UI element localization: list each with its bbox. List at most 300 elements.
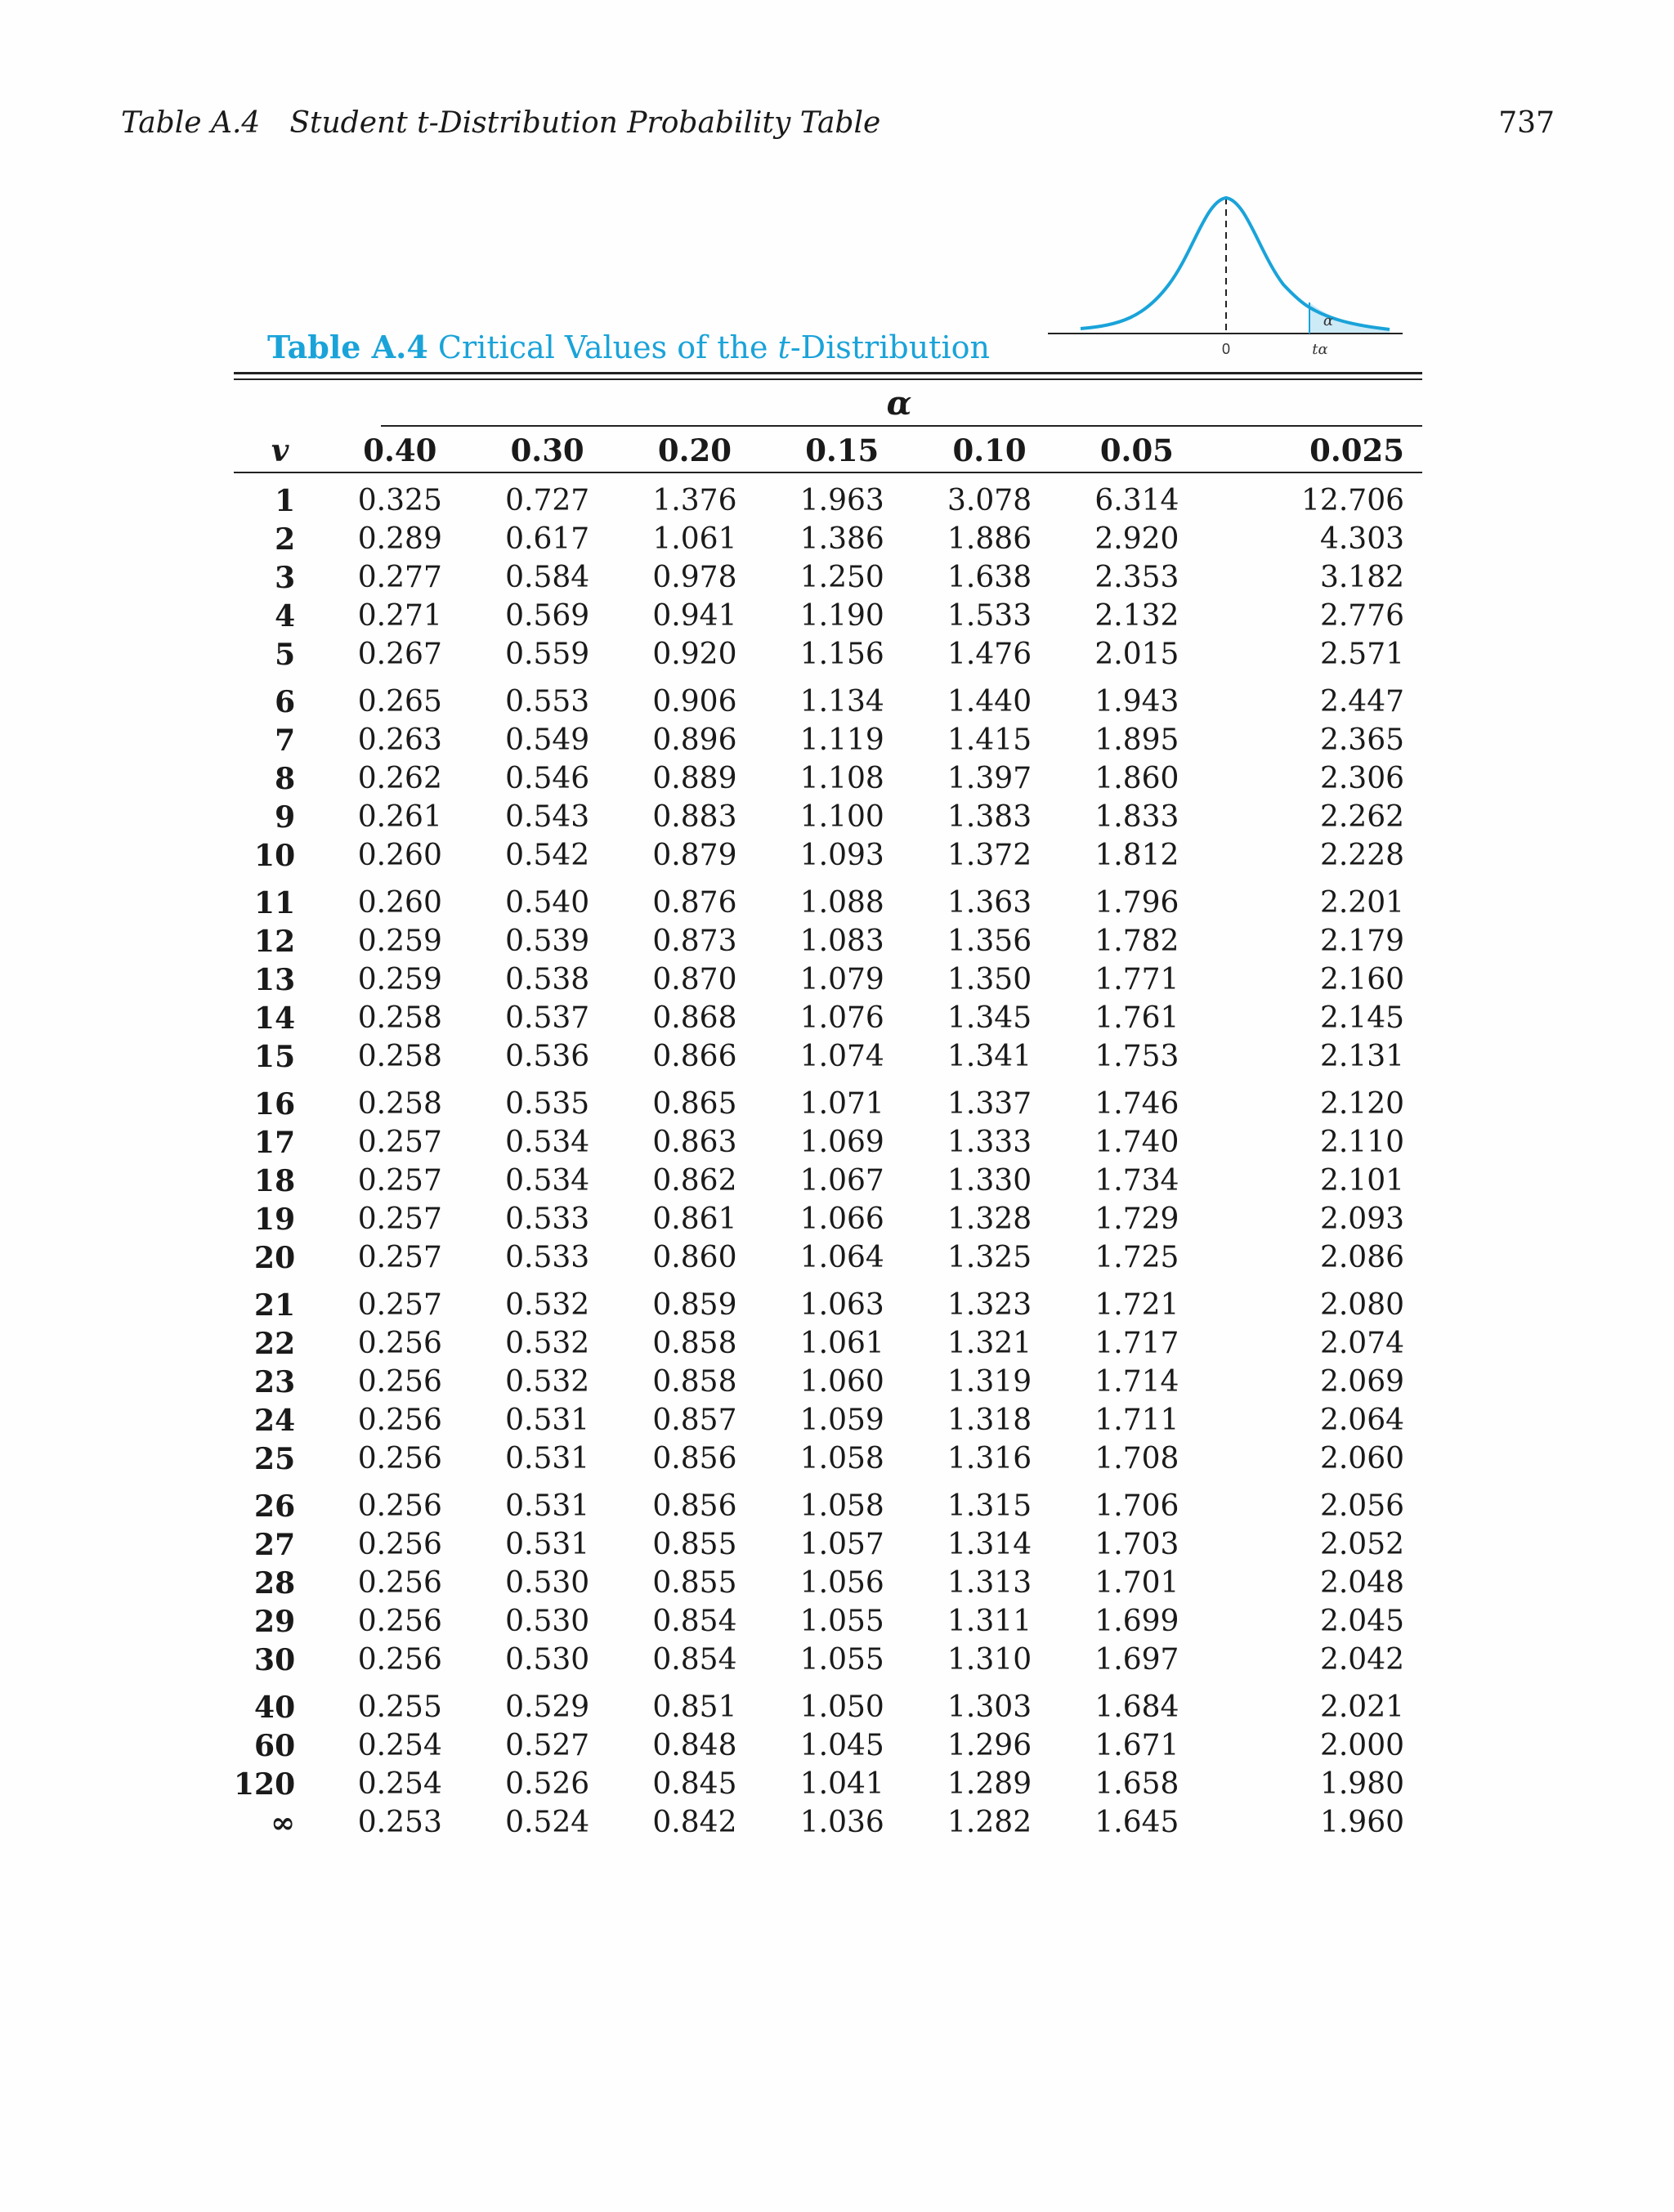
running-head-subtitle: Student t-Distribution Probability Table (289, 106, 881, 140)
running-head (121, 106, 1555, 155)
table-row (234, 1238, 1422, 1277)
critical-value-cell: 0.856 (652, 1489, 737, 1523)
critical-value-cell: 0.865 (652, 1087, 737, 1121)
critical-value-cell: 1.067 (799, 1164, 884, 1198)
critical-value-cell: 1.061 (652, 522, 737, 556)
critical-value-cell: 1.330 (947, 1164, 1032, 1198)
degrees-of-freedom-cell: 13 (254, 962, 296, 997)
critical-value-cell: 0.727 (505, 484, 590, 517)
critical-value-cell: 1.708 (1094, 1442, 1179, 1475)
alpha-col-header: 0.025 (1309, 432, 1404, 468)
running-head-title (121, 106, 880, 140)
table-row (234, 1401, 1422, 1440)
critical-value-cell: 1.250 (799, 561, 884, 594)
critical-value-cell: 0.259 (357, 925, 442, 958)
critical-value-cell: 0.584 (505, 561, 590, 594)
critical-value-cell: 2.021 (1319, 1690, 1404, 1724)
critical-value-cell: 1.100 (799, 800, 884, 834)
critical-value-cell: 0.978 (652, 561, 737, 594)
critical-value-cell: 1.356 (947, 925, 1032, 958)
critical-value-cell: 0.530 (505, 1643, 590, 1677)
critical-value-cell: 0.533 (505, 1241, 590, 1274)
table-row (234, 1363, 1422, 1401)
critical-value-cell: 4.303 (1319, 522, 1404, 556)
critical-value-cell: 0.863 (652, 1126, 737, 1159)
t-alpha-label: tα (1312, 341, 1328, 358)
critical-value-cell: 0.536 (505, 1040, 590, 1073)
critical-value-cell: 2.064 (1319, 1404, 1404, 1437)
critical-value-cell: 1.638 (947, 561, 1032, 594)
degrees-of-freedom-cell: 26 (254, 1489, 296, 1524)
critical-value-cell: 1.325 (947, 1241, 1032, 1274)
table-row (234, 1123, 1422, 1162)
degrees-of-freedom-cell: 40 (254, 1690, 296, 1725)
critical-value-cell: 1.345 (947, 1001, 1032, 1035)
critical-value-cell: 2.101 (1319, 1164, 1404, 1198)
critical-value-cell: 1.076 (799, 1001, 884, 1035)
critical-value-cell: 1.056 (799, 1566, 884, 1600)
table-row (234, 1679, 1422, 1726)
critical-value-cell: 0.845 (652, 1767, 737, 1801)
critical-value-cell: 0.854 (652, 1605, 737, 1638)
critical-value-cell: 1.316 (947, 1442, 1032, 1475)
critical-value-cell: 0.271 (357, 599, 442, 633)
critical-value-cell: 0.256 (357, 1404, 442, 1437)
critical-value-cell: 0.532 (505, 1288, 590, 1322)
critical-value-cell: 0.858 (652, 1365, 737, 1399)
critical-value-cell: 1.699 (1094, 1605, 1179, 1638)
critical-value-cell: 1.533 (947, 599, 1032, 633)
table-row (234, 875, 1422, 922)
critical-value-cell: 1.350 (947, 963, 1032, 996)
critical-value-cell: 0.533 (505, 1202, 590, 1236)
degrees-of-freedom-cell: 6 (275, 684, 296, 719)
table-row (234, 1564, 1422, 1602)
degrees-of-freedom-cell: 2 (275, 522, 296, 557)
critical-value-cell: 3.182 (1319, 561, 1404, 594)
critical-value-cell: 1.658 (1094, 1767, 1179, 1801)
critical-value-cell: 0.530 (505, 1605, 590, 1638)
critical-value-cell: 0.858 (652, 1327, 737, 1360)
critical-value-cell: 6.314 (1094, 484, 1179, 517)
critical-value-cell: 0.265 (357, 685, 442, 719)
table-caption (267, 329, 990, 365)
critical-value-cell: 1.706 (1094, 1489, 1179, 1523)
critical-value-cell: 1.061 (799, 1327, 884, 1360)
degrees-of-freedom-cell: 12 (254, 924, 296, 959)
critical-value-cell: 0.256 (357, 1566, 442, 1600)
critical-value-cell: 0.860 (652, 1241, 737, 1274)
critical-value-cell: 0.257 (357, 1202, 442, 1236)
critical-value-cell: 0.261 (357, 800, 442, 834)
critical-value-cell: 0.529 (505, 1690, 590, 1724)
critical-value-cell: 0.920 (652, 638, 737, 671)
alpha-col-header: 0.15 (805, 432, 880, 468)
degrees-of-freedom-cell: 22 (254, 1326, 296, 1361)
critical-value-cell: 1.701 (1094, 1566, 1179, 1600)
critical-value-cell: 1.721 (1094, 1288, 1179, 1322)
critical-value-cell: 1.319 (947, 1365, 1032, 1399)
critical-value-cell: 0.883 (652, 800, 737, 834)
critical-value-cell: 0.861 (652, 1202, 737, 1236)
critical-value-cell: 0.526 (505, 1767, 590, 1801)
critical-value-cell: 0.527 (505, 1729, 590, 1762)
alpha-column-header: α (886, 384, 912, 423)
critical-value-cell: 0.855 (652, 1528, 737, 1561)
critical-value-cell: 1.079 (799, 963, 884, 996)
critical-value-cell: 0.896 (652, 723, 737, 757)
critical-value-cell: 1.036 (799, 1806, 884, 1839)
critical-value-cell: 0.257 (357, 1164, 442, 1198)
critical-value-cell: 0.531 (505, 1489, 590, 1523)
critical-value-cell: 2.045 (1319, 1605, 1404, 1638)
table-row (234, 1324, 1422, 1363)
critical-value-cell: 1.050 (799, 1690, 884, 1724)
critical-value-cell: 2.015 (1094, 638, 1179, 671)
critical-value-cell: 0.848 (652, 1729, 737, 1762)
critical-value-cell: 1.058 (799, 1442, 884, 1475)
critical-value-cell: 2.447 (1319, 685, 1404, 719)
critical-value-cell: 0.256 (357, 1327, 442, 1360)
table-row (234, 836, 1422, 875)
critical-value-cell: 1.895 (1094, 723, 1179, 757)
critical-value-cell: 1.717 (1094, 1327, 1179, 1360)
table-row (234, 520, 1422, 558)
degrees-of-freedom-cell: 10 (254, 838, 296, 873)
critical-value-cell: 0.325 (357, 484, 442, 517)
critical-value-cell: 0.851 (652, 1690, 737, 1724)
critical-value-cell: 0.859 (652, 1288, 737, 1322)
degrees-of-freedom-cell: 5 (275, 637, 296, 672)
critical-value-cell: 1.341 (947, 1040, 1032, 1073)
critical-value-cell: 0.868 (652, 1001, 737, 1035)
critical-value-cell: 0.524 (505, 1806, 590, 1839)
degrees-of-freedom-cell: 16 (254, 1086, 296, 1122)
table-row (234, 635, 1422, 674)
critical-value-cell: 1.313 (947, 1566, 1032, 1600)
critical-value-cell: 0.546 (505, 762, 590, 795)
table-row (234, 1525, 1422, 1564)
critical-value-cell: 1.093 (799, 839, 884, 872)
table-row (234, 1277, 1422, 1324)
table-row (234, 597, 1422, 635)
critical-value-cell: 1.740 (1094, 1126, 1179, 1159)
critical-value-cell: 2.262 (1319, 800, 1404, 834)
critical-value-cell: 1.119 (799, 723, 884, 757)
critical-value-cell: 1.372 (947, 839, 1032, 872)
critical-value-cell: 0.941 (652, 599, 737, 633)
degrees-of-freedom-cell: 21 (254, 1287, 296, 1323)
critical-value-cell: 2.069 (1319, 1365, 1404, 1399)
critical-value-cell: 0.254 (357, 1767, 442, 1801)
critical-value-cell: 1.314 (947, 1528, 1032, 1561)
critical-value-cell: 1.190 (799, 599, 884, 633)
degrees-of-freedom-cell: 24 (254, 1403, 296, 1438)
critical-value-cell: 0.870 (652, 963, 737, 996)
critical-value-cell: 2.048 (1319, 1566, 1404, 1600)
caption-t-variable: t (777, 329, 790, 365)
table-row (234, 1765, 1422, 1803)
critical-value-cell: 1.074 (799, 1040, 884, 1073)
critical-value-cell: 0.258 (357, 1001, 442, 1035)
critical-value-cell: 0.254 (357, 1729, 442, 1762)
critical-value-cell: 2.365 (1319, 723, 1404, 757)
critical-value-cell: 0.862 (652, 1164, 737, 1198)
critical-value-cell: 2.571 (1319, 638, 1404, 671)
critical-value-cell: 1.761 (1094, 1001, 1179, 1035)
critical-value-cell: 1.963 (799, 484, 884, 517)
critical-value-cell: 1.363 (947, 886, 1032, 920)
table-row (234, 1602, 1422, 1641)
critical-value-cell: 1.315 (947, 1489, 1032, 1523)
header-row (234, 429, 1422, 472)
critical-value-cell: 0.256 (357, 1605, 442, 1638)
critical-value-cell: 0.256 (357, 1365, 442, 1399)
critical-values-table (234, 429, 1422, 1842)
table-row (234, 558, 1422, 597)
critical-value-cell: 0.259 (357, 963, 442, 996)
critical-value-cell: 1.041 (799, 1767, 884, 1801)
running-head-table-label: Table A.4 (121, 106, 261, 140)
critical-value-cell: 1.303 (947, 1690, 1032, 1724)
degrees-of-freedom-cell: 18 (254, 1163, 296, 1198)
critical-value-cell: 1.476 (947, 638, 1032, 671)
critical-value-cell: 1.333 (947, 1126, 1032, 1159)
critical-value-cell: 1.376 (652, 484, 737, 517)
critical-value-cell: 2.093 (1319, 1202, 1404, 1236)
critical-value-cell: 1.397 (947, 762, 1032, 795)
critical-value-cell: 0.542 (505, 839, 590, 872)
critical-value-cell: 0.617 (505, 522, 590, 556)
critical-value-cell: 1.697 (1094, 1643, 1179, 1677)
critical-value-cell: 0.532 (505, 1327, 590, 1360)
critical-value-cell: 0.277 (357, 561, 442, 594)
critical-value-cell: 1.045 (799, 1729, 884, 1762)
critical-value-cell: 0.260 (357, 839, 442, 872)
critical-value-cell: 2.120 (1319, 1087, 1404, 1121)
table-row (234, 960, 1422, 999)
critical-value-cell: 2.052 (1319, 1528, 1404, 1561)
table-row (234, 1478, 1422, 1525)
critical-value-cell: 0.906 (652, 685, 737, 719)
caption-text-pre: Critical Values of the (437, 329, 778, 365)
page-number: 737 (1498, 106, 1555, 140)
critical-value-cell: 0.267 (357, 638, 442, 671)
table-row (234, 1803, 1422, 1842)
zero-label: 0 (1221, 341, 1231, 357)
critical-value-cell: 1.088 (799, 886, 884, 920)
critical-value-cell: 2.056 (1319, 1489, 1404, 1523)
nu-column-header: v (271, 432, 289, 468)
degrees-of-freedom-cell: 28 (254, 1565, 296, 1601)
critical-value-cell: 0.257 (357, 1241, 442, 1274)
critical-value-cell: 0.257 (357, 1288, 442, 1322)
critical-value-cell: 0.256 (357, 1489, 442, 1523)
critical-value-cell: 1.796 (1094, 886, 1179, 920)
critical-value-cell: 0.263 (357, 723, 442, 757)
critical-value-cell: 1.289 (947, 1767, 1032, 1801)
alpha-span-rule (381, 425, 1422, 427)
caption-label: Table A.4 (267, 329, 428, 365)
critical-value-cell: 1.057 (799, 1528, 884, 1561)
alpha-col-header: 0.40 (363, 432, 437, 468)
top-rule-1 (234, 372, 1422, 374)
critical-value-cell: 0.262 (357, 762, 442, 795)
critical-value-cell: 1.782 (1094, 925, 1179, 958)
degrees-of-freedom-cell: 27 (254, 1527, 296, 1562)
table-row (234, 674, 1422, 721)
alpha-col-header: 0.10 (952, 432, 1027, 468)
critical-value-cell: 1.886 (947, 522, 1032, 556)
critical-value-cell: 2.080 (1319, 1288, 1404, 1322)
critical-value-cell: 1.386 (799, 522, 884, 556)
critical-value-cell: 2.306 (1319, 762, 1404, 795)
critical-value-cell: 1.058 (799, 1489, 884, 1523)
critical-value-cell: 1.725 (1094, 1241, 1179, 1274)
critical-value-cell: 1.055 (799, 1605, 884, 1638)
top-rule-2 (234, 378, 1422, 380)
critical-value-cell: 0.889 (652, 762, 737, 795)
alpha-col-header: 0.30 (510, 432, 584, 468)
critical-value-cell: 1.645 (1094, 1806, 1179, 1839)
critical-value-cell: 1.943 (1094, 685, 1179, 719)
degrees-of-freedom-cell: 60 (254, 1728, 296, 1763)
critical-value-cell: 1.323 (947, 1288, 1032, 1322)
critical-value-cell: 1.684 (1094, 1690, 1179, 1724)
degrees-of-freedom-cell: 19 (254, 1202, 296, 1237)
degrees-of-freedom-cell: 120 (234, 1766, 296, 1802)
degrees-of-freedom-cell: 30 (254, 1642, 296, 1677)
table-row (234, 798, 1422, 836)
table-row (234, 922, 1422, 960)
critical-value-cell: 1.980 (1319, 1767, 1404, 1801)
critical-value-cell: 0.855 (652, 1566, 737, 1600)
degrees-of-freedom-cell: 4 (275, 598, 296, 634)
degrees-of-freedom-cell: 1 (275, 483, 296, 518)
critical-value-cell: 0.256 (357, 1528, 442, 1561)
critical-value-cell: 1.060 (799, 1365, 884, 1399)
table-row (234, 472, 1422, 520)
critical-value-cell: 3.078 (947, 484, 1032, 517)
critical-value-cell: 12.706 (1301, 484, 1404, 517)
critical-value-cell: 0.537 (505, 1001, 590, 1035)
critical-value-cell: 1.860 (1094, 762, 1179, 795)
table-row (234, 999, 1422, 1037)
table-row (234, 1162, 1422, 1200)
critical-value-cell: 0.534 (505, 1164, 590, 1198)
table-row (234, 1440, 1422, 1478)
degrees-of-freedom-cell: 7 (275, 723, 296, 758)
degrees-of-freedom-cell: 29 (254, 1604, 296, 1639)
degrees-of-freedom-cell: 11 (254, 885, 296, 920)
critical-value-cell: 0.842 (652, 1806, 737, 1839)
critical-value-cell: 1.671 (1094, 1729, 1179, 1762)
critical-value-cell: 1.833 (1094, 800, 1179, 834)
table-body (234, 472, 1422, 1842)
critical-value-cell: 1.055 (799, 1643, 884, 1677)
degrees-of-freedom-cell: 15 (254, 1039, 296, 1074)
critical-value-cell: 1.059 (799, 1404, 884, 1437)
critical-value-cell: 2.132 (1094, 599, 1179, 633)
critical-value-cell: 0.538 (505, 963, 590, 996)
critical-value-cell: 1.310 (947, 1643, 1032, 1677)
critical-value-cell: 2.042 (1319, 1643, 1404, 1677)
critical-value-cell: 2.228 (1319, 839, 1404, 872)
critical-value-cell: 1.063 (799, 1288, 884, 1322)
critical-value-cell: 2.776 (1319, 599, 1404, 633)
critical-value-cell: 1.318 (947, 1404, 1032, 1437)
critical-value-cell: 1.960 (1319, 1806, 1404, 1839)
critical-value-cell: 2.086 (1319, 1241, 1404, 1274)
degrees-of-freedom-cell: 25 (254, 1441, 296, 1476)
critical-value-cell: 0.257 (357, 1126, 442, 1159)
critical-value-cell: 2.131 (1319, 1040, 1404, 1073)
critical-value-cell: 0.256 (357, 1643, 442, 1677)
critical-value-cell: 0.549 (505, 723, 590, 757)
critical-value-cell: 0.857 (652, 1404, 737, 1437)
critical-value-cell: 1.415 (947, 723, 1032, 757)
degrees-of-freedom-cell: 20 (254, 1240, 296, 1275)
critical-value-cell: 0.876 (652, 886, 737, 920)
critical-value-cell: 0.253 (357, 1806, 442, 1839)
critical-value-cell: 0.866 (652, 1040, 737, 1073)
critical-value-cell: 0.559 (505, 638, 590, 671)
table-row (234, 721, 1422, 759)
critical-value-cell: 0.854 (652, 1643, 737, 1677)
degrees-of-freedom-cell: ∞ (271, 1805, 296, 1840)
alpha-col-header: 0.20 (657, 432, 732, 468)
critical-value-cell: 2.060 (1319, 1442, 1404, 1475)
critical-value-cell: 2.000 (1319, 1729, 1404, 1762)
critical-value-cell: 1.066 (799, 1202, 884, 1236)
critical-value-cell: 1.282 (947, 1806, 1032, 1839)
critical-value-cell: 0.553 (505, 685, 590, 719)
critical-value-cell: 2.353 (1094, 561, 1179, 594)
critical-value-cell: 2.179 (1319, 925, 1404, 958)
critical-value-cell: 0.531 (505, 1404, 590, 1437)
critical-value-cell: 1.714 (1094, 1365, 1179, 1399)
critical-value-cell: 1.071 (799, 1087, 884, 1121)
critical-value-cell: 0.569 (505, 599, 590, 633)
critical-value-cell: 1.734 (1094, 1164, 1179, 1198)
critical-value-cell: 0.535 (505, 1087, 590, 1121)
critical-value-cell: 0.258 (357, 1087, 442, 1121)
critical-value-cell: 1.108 (799, 762, 884, 795)
critical-value-cell: 1.771 (1094, 963, 1179, 996)
table-row (234, 1641, 1422, 1679)
table-row (234, 1726, 1422, 1765)
table-row (234, 1037, 1422, 1076)
critical-value-cell: 2.110 (1319, 1126, 1404, 1159)
critical-value-cell: 1.440 (947, 685, 1032, 719)
degrees-of-freedom-cell: 17 (254, 1125, 296, 1160)
alpha-col-header: 0.05 (1099, 432, 1174, 468)
critical-value-cell: 0.258 (357, 1040, 442, 1073)
critical-value-cell: 1.729 (1094, 1202, 1179, 1236)
critical-value-cell: 1.337 (947, 1087, 1032, 1121)
critical-value-cell: 0.289 (357, 522, 442, 556)
critical-value-cell: 0.540 (505, 886, 590, 920)
table-row (234, 1200, 1422, 1238)
critical-value-cell: 0.539 (505, 925, 590, 958)
alpha-area-label: α (1323, 312, 1334, 329)
critical-value-cell: 0.856 (652, 1442, 737, 1475)
critical-value-cell: 0.543 (505, 800, 590, 834)
critical-value-cell: 1.134 (799, 685, 884, 719)
table-row (234, 759, 1422, 798)
critical-value-cell: 0.879 (652, 839, 737, 872)
critical-value-cell: 2.920 (1094, 522, 1179, 556)
